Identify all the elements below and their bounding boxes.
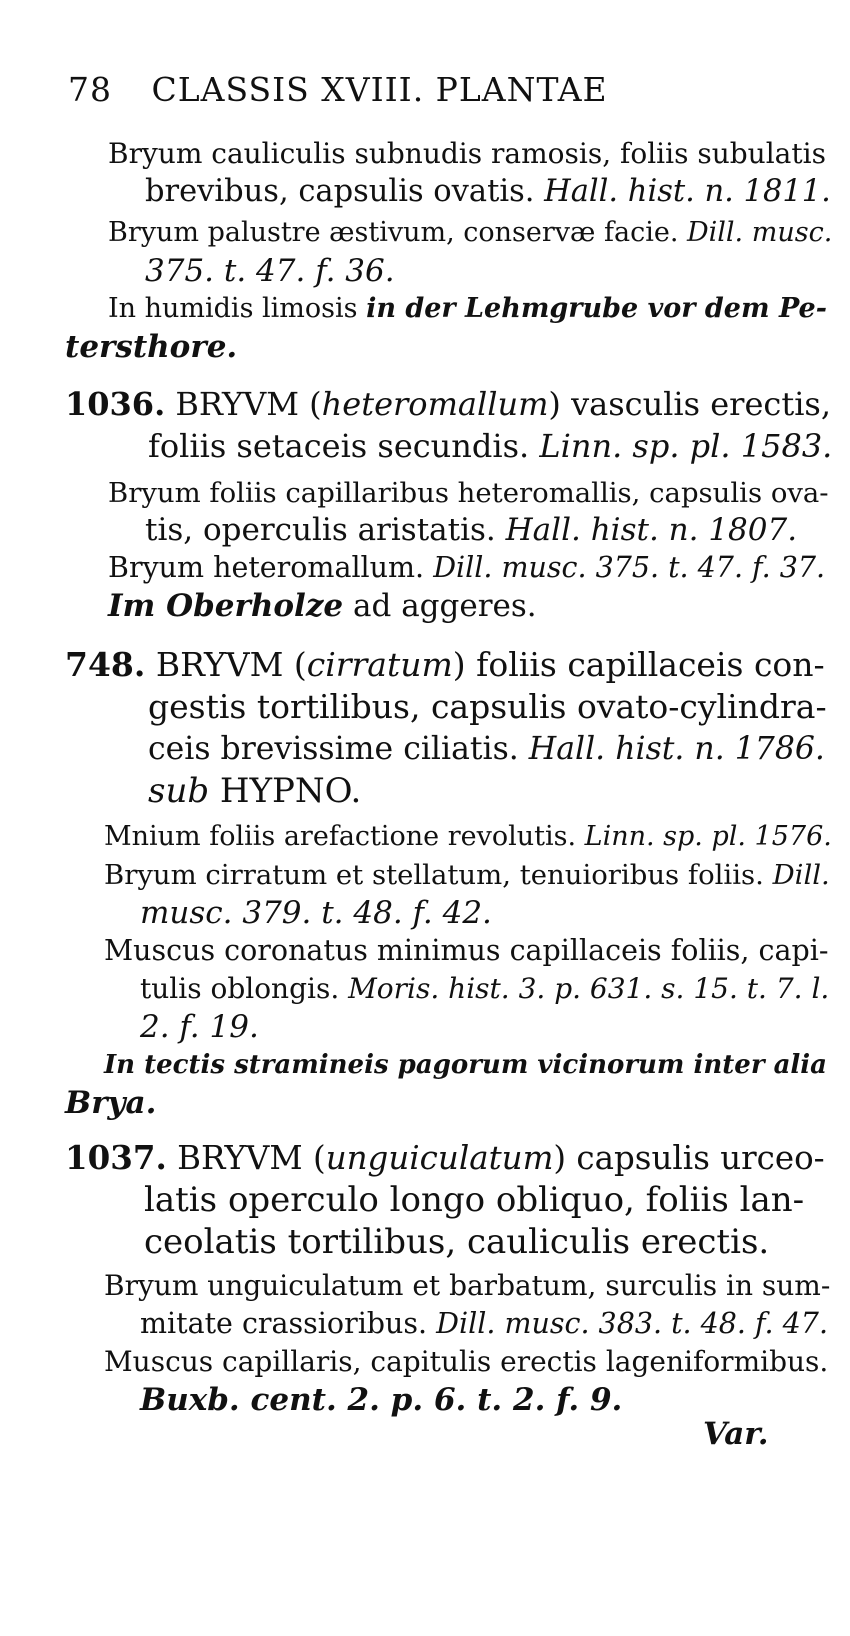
citation-line: 2. f. 19.: [140, 1009, 259, 1045]
entry-description: ceolatis tortilibus, cauliculis erectis.: [144, 1222, 770, 1262]
synonym-line: Bryum cauliculis subnudis ramosis, foliis subulatis: [108, 137, 826, 170]
synonym-line: Muscus capillaris, capitulis erectis lageniformibus.: [104, 1345, 829, 1378]
entry-description: ceis brevissime ciliatis. Hall. hist. n. 1786.: [148, 731, 825, 767]
habitat-line: Brya.: [65, 1085, 157, 1121]
entry-description: sub HYPNO.: [148, 771, 362, 811]
species-name: unguiculatum: [325, 1139, 554, 1177]
citation: Dill. musc. 383. t. 48. f. 47.: [436, 1307, 829, 1340]
entry-heading: 748. BRYVM (cirratum) foliis capillaceis con-: [65, 645, 825, 684]
citation: Linn. sp. pl. 1576.: [584, 821, 832, 852]
page-number: 78: [68, 70, 112, 109]
synonym-line: Bryum heteromallum. Dill. musc. 375. t. 47. f. 37.: [108, 551, 826, 584]
entry-description: foliis setaceis secundis. Linn. sp. pl. 1583.: [148, 427, 833, 465]
habitat-line: In humidis limosis in der Lehmgrube vor dem Pe-: [108, 293, 827, 324]
entry-number: 748.: [65, 645, 146, 684]
synonym-line: mitate crassioribus. Dill. musc. 383. t. 48. f. 47.: [140, 1307, 829, 1340]
citation: Hall. hist. n. 1786.: [528, 731, 825, 767]
synonym-line: tulis oblongis. Moris. hist. 3. p. 631. s. 15. t. 7. l.: [140, 972, 830, 1005]
synonym-line: Bryum palustre æstivum, conservæ facie. Dill. musc.: [108, 217, 833, 248]
habitat-line: tersthore.: [65, 329, 238, 365]
habitat-line: In tectis stramineis pagorum vicinorum inter alia: [104, 1050, 828, 1080]
synonym-line: Bryum cirratum et stellatum, tenuioribus foliis. Dill.: [104, 859, 830, 891]
citation: Moris. hist. 3. p. 631. s. 15. t. 7. l.: [348, 972, 830, 1005]
entry-heading: 1037. BRYVM (unguiculatum) capsulis urceo-: [65, 1138, 825, 1177]
citation: Hall. hist. n. 1807.: [505, 512, 798, 548]
entry-description: gestis tortilibus, capsulis ovato-cylindra-: [148, 687, 827, 726]
entry-heading: 1036. BRYVM (heteromallum) vasculis erectis,: [65, 385, 832, 423]
citation-line: Buxb. cent. 2. p. 6. t. 2. f. 9.: [140, 1382, 623, 1418]
citation: Linn. sp. pl. 1583.: [539, 427, 833, 465]
synonym-line: brevibus, capsulis ovatis. Hall. hist. n. 1811.: [145, 174, 831, 209]
synonym-line: Mnium foliis arefactione revolutis. Linn. sp. pl. 1576.: [104, 821, 832, 852]
synonym-line: tis, operculis aristatis. Hall. hist. n. 1807.: [145, 512, 798, 548]
citation-line: 375. t. 47. f. 36.: [145, 253, 395, 289]
synonym-line: Bryum unguiculatum et barbatum, surculis in sum-: [104, 1269, 831, 1302]
citation: Dill.: [772, 859, 830, 891]
synonym-line: Bryum foliis capillaribus heteromallis, capsulis ova-: [108, 477, 829, 509]
running-header: [68, 70, 608, 110]
catchword: Var.: [703, 1416, 769, 1452]
citation-line: musc. 379. t. 48. f. 42.: [140, 895, 492, 931]
page-title: CLASSIS XVIII. PLANTAE: [151, 70, 608, 109]
habitat-line: Im Oberholze ad aggeres.: [108, 588, 537, 624]
citation: Dill. musc.: [687, 217, 833, 248]
synonym-line: Muscus coronatus minimus capillaceis foliis, capi-: [104, 934, 829, 967]
species-name: cirratum: [306, 645, 453, 684]
species-name: heteromallum: [321, 385, 549, 423]
entry-number: 1037.: [65, 1138, 167, 1177]
citation: Dill. musc. 375. t. 47. f. 37.: [433, 551, 826, 584]
habitat-location: in der Lehmgrube vor dem Pe-: [366, 293, 827, 324]
entry-number: 1036.: [65, 385, 166, 423]
habitat-location: Im Oberholze: [108, 588, 344, 624]
entry-description: latis operculo longo obliquo, foliis lan-: [144, 1180, 805, 1220]
citation: Hall. hist. n. 1811.: [544, 174, 831, 209]
